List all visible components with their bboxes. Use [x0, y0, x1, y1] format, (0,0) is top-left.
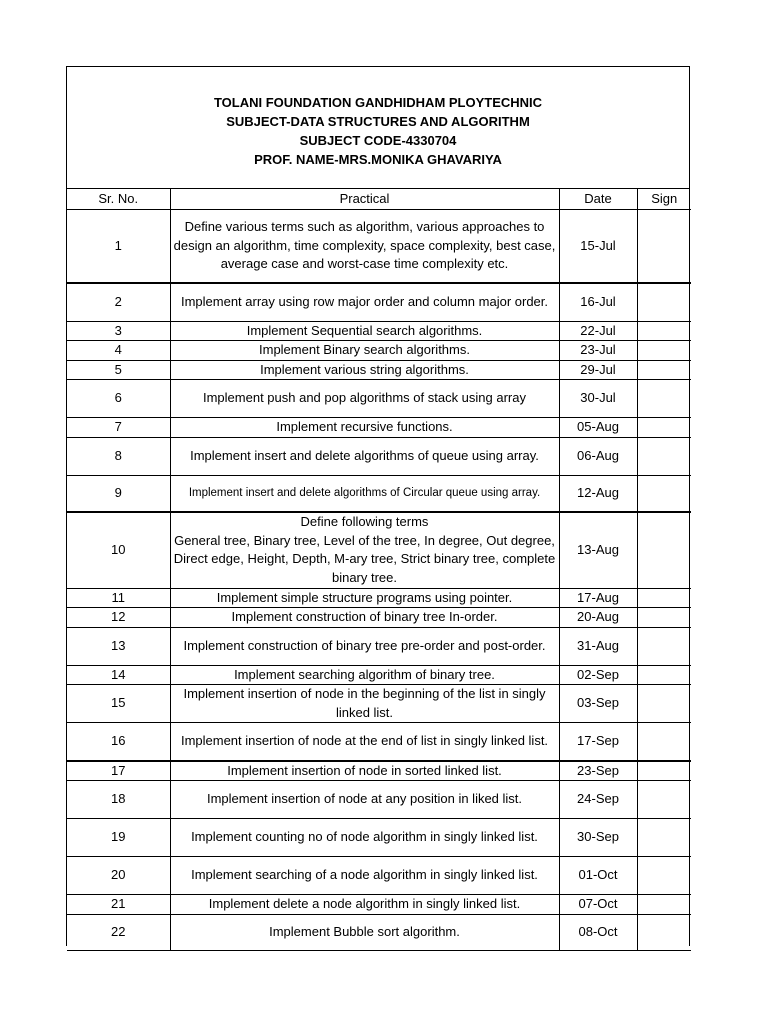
practical-cell: Implement simple structure programs using pointer. — [170, 588, 559, 608]
table-row — [67, 723, 691, 761]
practical-cell: Implement insertion of node in the beginning of the list in singly linked list. — [170, 685, 559, 723]
practical-cell: Implement delete a node algorithm in singly linked list. — [170, 895, 559, 915]
date-cell: 05-Aug — [559, 418, 637, 438]
sign-cell — [637, 283, 691, 321]
date-cell: 17-Sep — [559, 723, 637, 761]
sr-no-cell: 7 — [67, 418, 170, 438]
practical-cell: Implement push and pop algorithms of stack using array — [170, 380, 559, 418]
date-cell: 15-Jul — [559, 209, 637, 283]
practical-cell: Implement Binary search algorithms. — [170, 341, 559, 361]
table-row — [67, 761, 691, 781]
date-cell: 06-Aug — [559, 437, 637, 475]
practical-cell: Implement insert and delete algorithms of Circular queue using array. — [170, 475, 559, 512]
practical-cell: Implement searching of a node algorithm in singly linked list. — [170, 857, 559, 895]
table-row — [67, 321, 691, 341]
sr-no-cell: 14 — [67, 665, 170, 685]
sr-no-cell: 2 — [67, 283, 170, 321]
sr-no-cell: 5 — [67, 360, 170, 380]
sign-cell — [637, 475, 691, 512]
practical-cell: Implement array using row major order and column major order. — [170, 283, 559, 321]
table-row — [67, 437, 691, 475]
sr-no-cell: 13 — [67, 627, 170, 665]
sr-no-cell: 12 — [67, 608, 170, 628]
table-row — [67, 475, 691, 512]
sr-no-cell: 4 — [67, 341, 170, 361]
date-cell: 30-Jul — [559, 380, 637, 418]
table-row — [67, 209, 691, 283]
col-header-practical: Practical — [170, 189, 559, 209]
table-row — [67, 685, 691, 723]
practical-cell: Implement recursive functions. — [170, 418, 559, 438]
sign-cell — [637, 380, 691, 418]
practical-cell — [170, 512, 559, 588]
table-header-row — [67, 189, 691, 209]
date-cell: 08-Oct — [559, 914, 637, 950]
practical-list-sheet — [66, 66, 690, 946]
sign-cell — [637, 761, 691, 781]
sign-cell — [637, 360, 691, 380]
date-cell: 17-Aug — [559, 588, 637, 608]
table-row — [67, 781, 691, 819]
table-row — [67, 380, 691, 418]
practical-cell: Implement Bubble sort algorithm. — [170, 914, 559, 950]
table-row — [67, 418, 691, 438]
table-row — [67, 857, 691, 895]
sign-cell — [637, 627, 691, 665]
document-header — [67, 67, 689, 189]
sr-no-cell: 11 — [67, 588, 170, 608]
practical-cell: Implement Sequential search algorithms. — [170, 321, 559, 341]
col-header-date: Date — [559, 189, 637, 209]
sr-no-cell: 6 — [67, 380, 170, 418]
table-row — [67, 608, 691, 628]
date-cell: 23-Jul — [559, 341, 637, 361]
practical-table — [67, 189, 691, 951]
table-row — [67, 588, 691, 608]
practical-cell: Implement counting no of node algorithm in singly linked list. — [170, 819, 559, 857]
practical-cell: Implement construction of binary tree pre-order and post-order. — [170, 627, 559, 665]
table-row — [67, 283, 691, 321]
table-row — [67, 819, 691, 857]
col-header-sign: Sign — [637, 189, 691, 209]
date-cell: 01-Oct — [559, 857, 637, 895]
sign-cell — [637, 781, 691, 819]
sr-no-cell: 21 — [67, 895, 170, 915]
date-cell: 16-Jul — [559, 283, 637, 321]
sr-no-cell: 10 — [67, 512, 170, 588]
sr-no-cell: 1 — [67, 209, 170, 283]
sign-cell — [637, 723, 691, 761]
sr-no-cell: 9 — [67, 475, 170, 512]
date-cell: 24-Sep — [559, 781, 637, 819]
date-cell: 23-Sep — [559, 761, 637, 781]
sr-no-cell: 18 — [67, 781, 170, 819]
sign-cell — [637, 418, 691, 438]
date-cell: 13-Aug — [559, 512, 637, 588]
sr-no-cell: 3 — [67, 321, 170, 341]
date-cell: 20-Aug — [559, 608, 637, 628]
date-cell: 12-Aug — [559, 475, 637, 512]
subject-name: SUBJECT-DATA STRUCTURES AND ALGORITHM — [226, 114, 530, 129]
table-row — [67, 914, 691, 950]
subject-code: SUBJECT CODE-4330704 — [299, 133, 457, 148]
sign-cell — [637, 857, 691, 895]
sr-no-cell: 15 — [67, 685, 170, 723]
sr-no-cell: 22 — [67, 914, 170, 950]
sign-cell — [637, 437, 691, 475]
professor-name: PROF. NAME-MRS.MONIKA GHAVARIYA — [254, 152, 502, 167]
table-row — [67, 627, 691, 665]
sign-cell — [637, 665, 691, 685]
practical-cell: Implement insert and delete algorithms of queue using array. — [170, 437, 559, 475]
sign-cell — [637, 895, 691, 915]
practical-cell: Implement insertion of node in sorted linked list. — [170, 761, 559, 781]
date-cell: 30-Sep — [559, 819, 637, 857]
sign-cell — [637, 512, 691, 588]
sr-no-cell: 19 — [67, 819, 170, 857]
practical-cell: Implement various string algorithms. — [170, 360, 559, 380]
date-cell: 22-Jul — [559, 321, 637, 341]
practical-cell: Implement insertion of node at any position in liked list. — [170, 781, 559, 819]
sign-cell — [637, 209, 691, 283]
practical-cell: Define various terms such as algorithm, various approaches to design an algorithm, time complexity, space complexity, best case, average case and worst-case time complexity etc. — [170, 209, 559, 283]
sign-cell — [637, 341, 691, 361]
practical-cell-heading: Define following terms — [300, 514, 429, 530]
date-cell: 31-Aug — [559, 627, 637, 665]
sr-no-cell: 8 — [67, 437, 170, 475]
table-row — [67, 360, 691, 380]
table-row — [67, 665, 691, 685]
sign-cell — [637, 608, 691, 628]
sign-cell — [637, 685, 691, 723]
table-row — [67, 341, 691, 361]
date-cell: 07-Oct — [559, 895, 637, 915]
table-row — [67, 512, 691, 588]
date-cell: 02-Sep — [559, 665, 637, 685]
sr-no-cell: 20 — [67, 857, 170, 895]
date-cell: 03-Sep — [559, 685, 637, 723]
institute-name: TOLANI FOUNDATION GANDHIDHAM PLOYTECHNIC — [213, 95, 543, 110]
sign-cell — [637, 819, 691, 857]
sign-cell — [637, 321, 691, 341]
practical-cell: Implement searching algorithm of binary tree. — [170, 665, 559, 685]
date-cell: 29-Jul — [559, 360, 637, 380]
sr-no-cell: 16 — [67, 723, 170, 761]
practical-cell-terms: General tree, Binary tree, Level of the tree, In degree, Out degree, Direct edge, Height, Depth, M-ary tree, Strict binary tree, complete binary tree. — [173, 532, 556, 585]
sign-cell — [637, 588, 691, 608]
practical-cell: Implement construction of binary tree In-order. — [170, 608, 559, 628]
sr-no-cell: 17 — [67, 761, 170, 781]
table-row — [67, 895, 691, 915]
practical-cell: Implement insertion of node at the end of list in singly linked list. — [170, 723, 559, 761]
sign-cell — [637, 914, 691, 950]
col-header-sr-no: Sr. No. — [67, 189, 170, 209]
